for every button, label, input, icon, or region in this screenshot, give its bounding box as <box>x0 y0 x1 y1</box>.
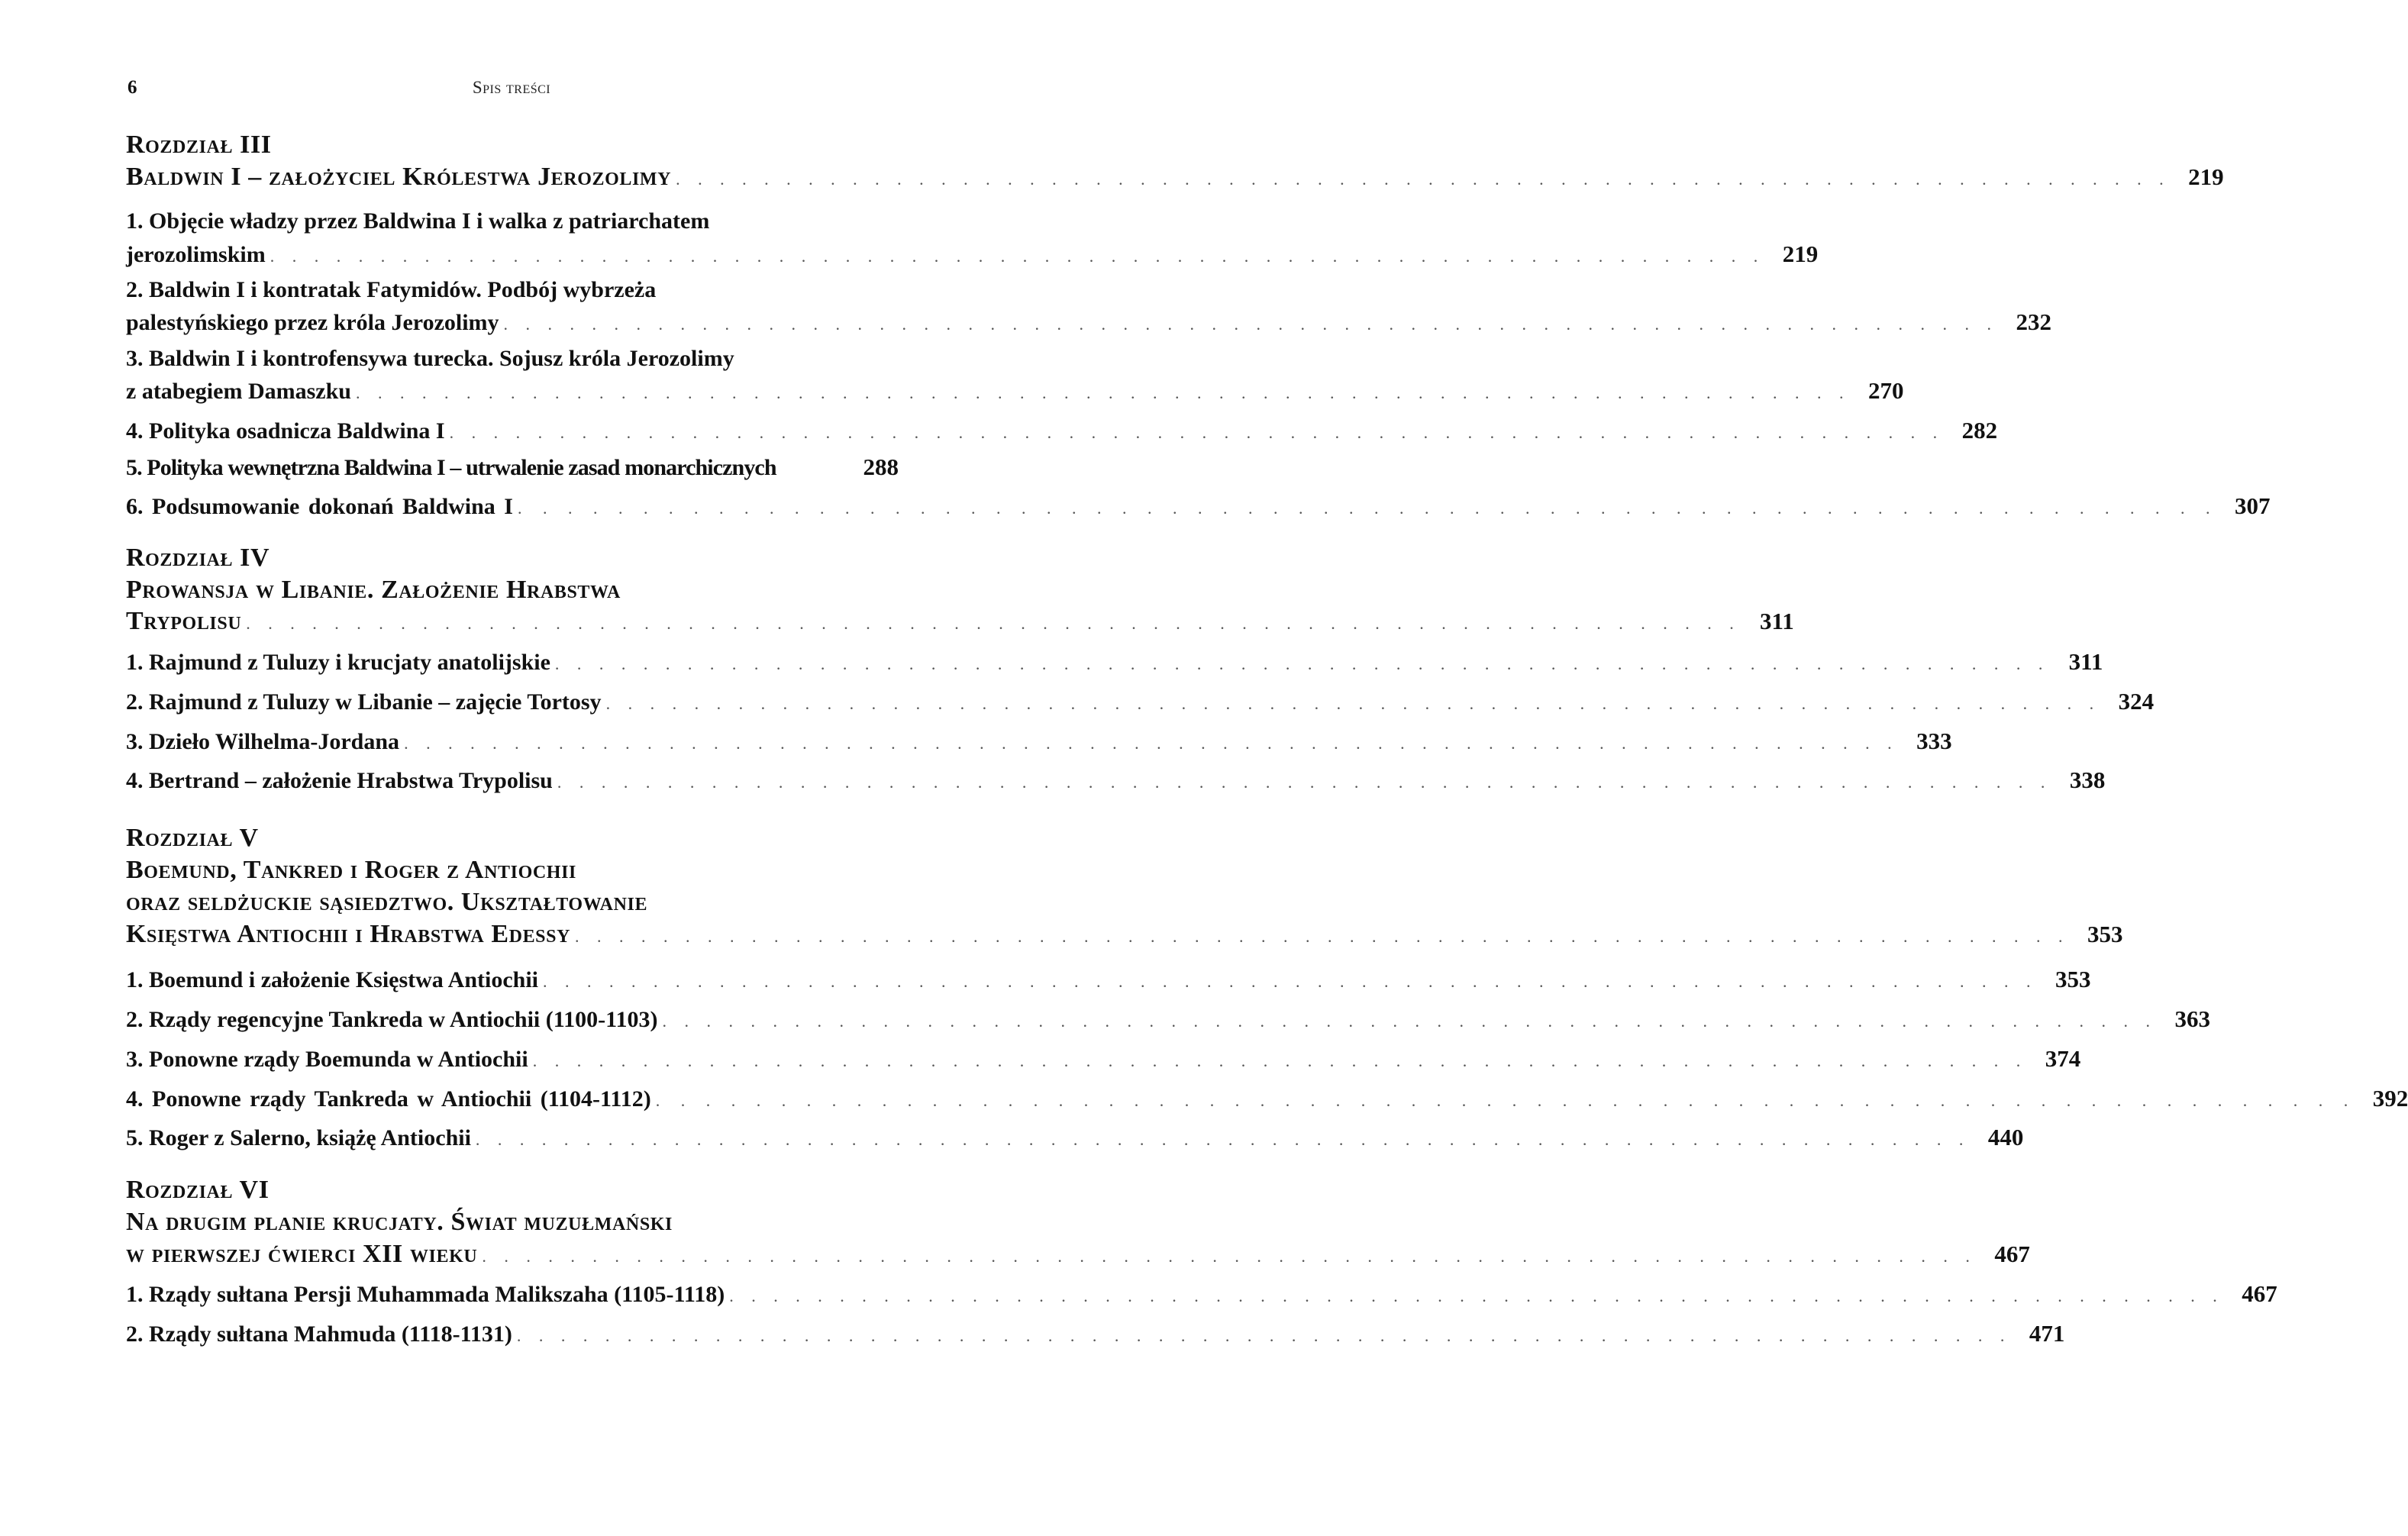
page-ref: 333 <box>1916 728 1952 754</box>
chapter-title[interactable]: Na drugim planie krucjaty. Świat muzułmański <box>126 1208 673 1236</box>
chapter-label: Rozdział III <box>126 131 272 159</box>
toc-entry[interactable]: 3. Dzieło Wilhelma-Jordana . . . . . . . . . . . . . . . . . . . . . . . . . . . . . . . . . . . . . . . . . . . . . . . . . . . . . . . . . . . . . . . . . . . . 333 <box>126 726 899 757</box>
toc-entry[interactable]: 1. Rajmund z Tuluzy i krucjaty anatolijskie . . . . . . . . . . . . . . . . . . . . . . . . . . . . . . . . . . . . . . . . . . . . . . . . . . . . . . . . . . . . . . . . . . . . 311 <box>126 647 899 677</box>
page-ref: 467 <box>2242 1280 2277 1307</box>
leader-dots: . . . . . . . . . . . . . . . . . . . . . . . . . . . . . . . . . . . . . . . . . . . . . . . . . . . . . . . . . . . . . . . . . . . . <box>655 1091 2355 1110</box>
page-ref: 392 <box>2372 1085 2408 1112</box>
chapter-title[interactable]: Boemund, Tankred i Roger z Antiochii <box>126 856 576 884</box>
leader-dots: . . . . . . . . . . . . . . . . . . . . . . . . . . . . . . . . . . . . . . . . . . . . . . . . . . . . . . . . . . . . . . . . . . . . <box>543 972 2038 991</box>
toc-entry[interactable]: 5. Roger z Salerno, książę Antiochii . . . . . . . . . . . . . . . . . . . . . . . . . . . . . . . . . . . . . . . . . . . . . . . . . . . . . . . . . . . . . . . . . . . . 440 <box>126 1122 899 1153</box>
leader-dots: . . . . . . . . . . . . . . . . . . . . . . . . . . . . . . . . . . . . . . . . . . . . . . . . . . . . . . . . . . . . . . . . . . . . <box>676 169 2171 189</box>
toc-entry[interactable]: 4. Bertrand – założenie Hrabstwa Trypolisu . . . . . . . . . . . . . . . . . . . . . . . . . . . . . . . . . . . . . . . . . . . . . . . . . . . . . . . . . . . . . . . . . . . . 338 <box>126 765 899 795</box>
chapter-title[interactable]: Księstwa Antiochii i Hrabstwa Edessy . . . . . . . . . . . . . . . . . . . . . . . . . . . . . . . . . . . . . . . . . . . . . . . . . . . . . . . . . . . . . . . . . . . . 353 <box>126 919 899 950</box>
leader-dots: . . . . . . . . . . . . . . . . . . . . . . . . . . . . . . . . . . . . . . . . . . . . . . . . . . . . . . . . . . . . . . . . . . . . <box>662 1012 2157 1031</box>
page-ref: 353 <box>2087 921 2123 947</box>
leader-dots: . . . . . . . . . . . . . . . . . . . . . . . . . . . . . . . . . . . . . . . . . . . . . . . . . . . . . . . . . . . . . . . . . . . . <box>729 1286 2224 1305</box>
chapter-title[interactable]: Trypolisu . . . . . . . . . . . . . . . . . . . . . . . . . . . . . . . . . . . . . . . . . . . . . . . . . . . . . . . . . . . . . . . . . . . . 311 <box>126 606 899 637</box>
leader-dots: . . . . . . . . . . . . . . . . . . . . . . . . . . . . . . . . . . . . . . . . . . . . . . . . . . . . . . . . . . . . . . . . . . . . <box>518 499 2217 518</box>
page-number: 6 <box>128 77 137 98</box>
leader-dots: . . . . . . . . . . . . . . . . . . . . . . . . . . . . . . . . . . . . . . . . . . . . . . . . . . . . . . . . . . . . . . . . . . . . <box>449 423 1945 442</box>
page-ref: 219 <box>1782 240 1819 267</box>
leader-dots: . . . . . . . . . . . . . . . . . . . . . . . . . . . . . . . . . . . . . . . . . . . . . . . . . . . . . . . . . . . . . . . . . . . . <box>554 654 2050 673</box>
page-ref: 440 <box>1987 1124 2024 1150</box>
leader-dots: . . . . . . . . . . . . . . . . . . . . . . . . . . . . . . . . . . . . . . . . . . . . . . . . . . . . . . . . . . . . . . . . . . . . <box>482 1247 1977 1266</box>
page-ref: 232 <box>2016 308 2052 335</box>
chapter-title[interactable]: Baldwin I – założyciel Królestwa Jerozolimy . . . . . . . . . . . . . . . . . . . . . . . . . . . . . . . . . . . . . . . . . . . . . . . . . . . . . . . . . . . . . . . . . . . . 219 <box>126 162 899 192</box>
leader-dots: . . . . . . . . . . . . . . . . . . . . . . . . . . . . . . . . . . . . . . . . . . . . . . . . . . . . . . . . . . . . . . . . . . . . <box>605 694 2101 713</box>
page-ref: 363 <box>2174 1005 2210 1032</box>
leader-dots: . . . . . . . . . . . . . . . . . . . . . . . . . . . . . . . . . . . . . . . . . . . . . . . . . . . . . . . . . . . . . . . . . . . . <box>475 1130 1971 1149</box>
toc-entry[interactable]: 1. Boemund i założenie Księstwa Antiochii . . . . . . . . . . . . . . . . . . . . . . . . . . . . . . . . . . . . . . . . . . . . . . . . . . . . . . . . . . . . . . . . . . . . 353 <box>126 964 899 995</box>
page-ref: 471 <box>2029 1320 2065 1347</box>
toc-entry[interactable]: 1. Rządy sułtana Persji Muhammada Malikszaha (1105-1118) . . . . . . . . . . . . . . . . . . . . . . . . . . . . . . . . . . . . . . . . . . . . . . . . . . . . . . . . . . . . . . . . . . . . 467 <box>126 1279 899 1309</box>
page-ref: 311 <box>2068 648 2103 675</box>
page-ref: 307 <box>2235 492 2271 519</box>
chapter-label: Rozdział VI <box>126 1176 270 1204</box>
chapter-title[interactable]: Prowansja w Libanie. Założenie Hrabstwa <box>126 576 621 604</box>
chapter-title[interactable]: w pierwszej ćwierci XII wieku . . . . . . . . . . . . . . . . . . . . . . . . . . . . . . . . . . . . . . . . . . . . . . . . . . . . . . . . . . . . . . . . . . . . 467 <box>126 1239 899 1270</box>
leader-dots: . . . . . . . . . . . . . . . . . . . . . . . . . . . . . . . . . . . . . . . . . . . . . . . . . . . . . . . . . . . . . . . . . . . . <box>246 614 1741 633</box>
leader-dots: . . . . . . . . . . . . . . . . . . . . . . . . . . . . . . . . . . . . . . . . . . . . . . . . . . . . . . . . . . . . . . . . . . . . <box>532 1051 2028 1070</box>
chapter-title[interactable]: oraz seldżuckie sąsiedztwo. Ukształtowanie <box>126 888 648 916</box>
leader-dots: . . . . . . . . . . . . . . . . . . . . . . . . . . . . . . . . . . . . . . . . . . . . . . . . . . . . . . . . . . . . . . . . . . . . <box>270 247 1765 266</box>
page-ref: 338 <box>2069 766 2106 793</box>
page-ref: 219 <box>2188 163 2224 190</box>
leader-dots: . . . . . . . . . . . . . . . . . . . . . . . . . . . . . . . . . . . . . . . . . . . . . . . . . . . . . . . . . . . . . . . . . . . . <box>575 927 2070 946</box>
leader-dots: . . . . . . . . . . . . . . . . . . . . . . . . . . . . . . . . . . . . . . . . . . . . . . . . . . . . . . . . . . . . . . . . . . . . <box>503 315 1999 334</box>
toc-entry[interactable]: 2. Rządy sułtana Mahmuda (1118-1131) . . . . . . . . . . . . . . . . . . . . . . . . . . . . . . . . . . . . . . . . . . . . . . . . . . . . . . . . . . . . . . . . . . . . 471 <box>126 1318 899 1349</box>
toc-entry[interactable]: 4. Ponowne rządy Tankreda w Antiochii (1104-1112) . . . . . . . . . . . . . . . . . . . . . . . . . . . . . . . . . . . . . . . . . . . . . . . . . . . . . . . . . . . . . . . . . . . . 392 <box>126 1083 899 1114</box>
running-title: Spis treści <box>472 78 551 97</box>
chapter-label: Rozdział V <box>126 824 259 852</box>
leader-dots: . . . . . . . . . . . . . . . . . . . . . . . . . . . . . . . . . . . . . . . . . . . . . . . . . . . . . . . . . . . . . . . . . . . . <box>516 1326 2012 1345</box>
toc-page: 6 Spis treści Rozdział III Baldwin I – założyciel Królestwa Jerozolimy . . . . . . . . . . . . . . . . . . . . . . . . . . . . . . . . . . . . . . . . . . . . . . . . . . . . . . . . . . . . . . . . . . . . 219 1. Objęcie władzy przez Baldwina I i walka z patriarchatem jerozolimskim . . . . . . . . . . . . . . . . . . . . . . . . . . . . . . . . . . . . . . . . . . . . . . . . . . . . . . . . . . . . . . . . . . . . 219 2. Baldwin I i kontratak Fatymidów. Podbój wybrzeża palestyńskiego przez króla Jerozolimy . . . . . . . . . . . . . . . . . . . . . . . . . . . . . . . . . . . . . . . . . . . . . . . . . . . . . . . . . . . . . . . . . . . . 232 3. Baldwin I i kontrofensywa turecka. Sojusz króla Jerozolimy z atabegiem Damaszku . . . . . . . . . . . . . . . . . . . . . . . . . . . . . . . . . . . . . . . . . . . . . . . . . . . . . . . . . . . . . . . . . . . . 270 4. Polityka osadnicza Baldwina I . . . . . . . . . . . . . . . . . . . . . . . . . . . . . . . . . . . . . . . . . . . . . . . . . . . . . . . . . . . . . . . . . . . . 282 5. Polityka wewnętrzna Baldwina I – utrwalenie zasad monarchicznych 288 6. Podsumowanie dokonań Baldwina I . . . . . . . . . . . . . . . . . . . . . . . . . . . . . . . . . . . . . . . . . . . . . . . . . . . . . . . . . . . . . . . . . . . . 307 Rozdział IV Prowansja w Libanie. Założenie Hrabstwa Trypolisu . . . . . . . . . . . . . . . . . . . . . . . . . . . . . . . . . . . . . . . . . . . . . . . . . . . . . . . . . . . . . . . . . . . . 311 1. Rajmund z Tuluzy i krucjaty anatolijskie . . . . . . . . . . . . . . . . . . . . . . . . . . . . . . . . . . . . . . . . . . . . . . . . . . . . . . . . . . . . . . . . . . . . 311 2. Rajmund z Tuluzy w Libanie – zajęcie Tortosy . . . . . . . . . . . . . . . . . . . . . . . . . . . . . . . . . . . . . . . . . . . . . . . . . . . . . . . . . . . . . . . . . . . . 324 3. Dzieło Wilhelma-Jordana . . . . . . . . . . . . . . . . . . . . . . . . . . . . . . . . . . . . . . . . . . . . . . . . . . . . . . . . . . . . . . . . . . . . 333 4. Bertrand – założenie Hrabstwa Trypolisu . . . . . . . . . . . . . . . . . . . . . . . . . . . . . . . . . . . . . . . . . . . . . . . . . . . . . . . . . . . . . . . . . . . . 338 Rozdział V Boemund, Tankred i Roger z Antiochii oraz seldżuckie sąsiedztwo. Ukształtowanie Księstwa Antiochii i Hrabstwa Edessy . . . . . . . . . . . . . . . . . . . . . . . . . . . . . . . . . . . . . . . . . . . . . . . . . . . . . . . . . . . . . . . . . . . . 353 1. Boemund i założenie Księstwa Antiochii . . . . . . . . . . . . . . . . . . . . . . . . . . . . . . . . . . . . . . . . . . . . . . . . . . . . . . . . . . . . . . . . . . . . 353 2. Rządy regencyjne Tankreda w Antiochii (1100-1103) . . . . . . . . . . . . . . . . . . . . . . . . . . . . . . . . . . . . . . . . . . . . . . . . . . . . . . . . . . . . . . . . . . . . 363 3. Ponowne rządy Boemunda w Antiochii . . . . . . . . . . . . . . . . . . . . . . . . . . . . . . . . . . . . . . . . . . . . . . . . . . . . . . . . . . . . . . . . . . . . 374 4. Ponowne rządy Tankreda w Antiochii (1104-1112) . . . . . . . . . . . . . . . . . . . . . . . . . . . . . . . . . . . . . . . . . . . . . . . . . . . . . . . . . . . . . . . . . . . . 392 5. Roger z Salerno, książę Antiochii . . . . . . . . . . . . . . . . . . . . . . . . . . . . . . . . . . . . . . . . . . . . . . . . . . . . . . . . . . . . . . . . . . . . 440 Rozdział VI Na drugim planie krucjaty. Świat muzułmański w pierwszej ćwierci XII wieku . . . . . . . . . . . . . . . . . . . . . . . . . . . . . . . . . . . . . . . . . . . . . . . . . . . . . . . . . . . . . . . . . . . . 467 1. Rządy sułtana Persji Muhammada Malikszaha (1105-1118) . . . . . . . . . . . . . . . . . . . . . . . . . . . . . . . . . . . . . . . . . . . . . . . . . . . . . . . . . . . . . . . . . . . . 467 2. Rządy sułtana Mahmuda (1118-1131) . . . . . . . . . . . . . . . . . . . . . . . . . . . . . . . . . . . . . . . . . . . . . . . . . . . . . . . . . . . . . . . . . . . . 471 <box>0 0 1069 1536</box>
page-ref: 374 <box>2045 1045 2081 1072</box>
chapter-label: Rozdział IV <box>126 544 270 572</box>
leader-dots: . . . . . . . . . . . . . . . . . . . . . . . . . . . . . . . . . . . . . . . . . . . . . . . . . . . . . . . . . . . . . . . . . . . . <box>404 734 1899 753</box>
page-ref: 282 <box>1961 417 1998 444</box>
toc-entry[interactable]: 2. Rządy regencyjne Tankreda w Antiochii (1100-1103) . . . . . . . . . . . . . . . . . . . . . . . . . . . . . . . . . . . . . . . . . . . . . . . . . . . . . . . . . . . . . . . . . . . . 363 <box>126 1004 899 1034</box>
page-ref: 353 <box>2055 966 2091 992</box>
leader-dots: . . . . . . . . . . . . . . . . . . . . . . . . . . . . . . . . . . . . . . . . . . . . . . . . . . . . . . . . . . . . . . . . . . . . <box>355 383 1851 402</box>
page-ref: 324 <box>2118 688 2155 715</box>
toc-entry[interactable]: 5. Polityka wewnętrzna Baldwina I – utrwalenie zasad monarchicznych 288 <box>126 452 899 482</box>
toc-entry[interactable]: 2. Rajmund z Tuluzy w Libanie – zajęcie Tortosy . . . . . . . . . . . . . . . . . . . . . . . . . . . . . . . . . . . . . . . . . . . . . . . . . . . . . . . . . . . . . . . . . . . . 324 <box>126 686 899 717</box>
page-ref: 288 <box>863 453 899 480</box>
toc-entry[interactable]: 4. Polityka osadnicza Baldwina I . . . . . . . . . . . . . . . . . . . . . . . . . . . . . . . . . . . . . . . . . . . . . . . . . . . . . . . . . . . . . . . . . . . . 282 <box>126 415 899 446</box>
page-ref: 270 <box>1867 377 1904 404</box>
leader-dots: . . . . . . . . . . . . . . . . . . . . . . . . . . . . . . . . . . . . . . . . . . . . . . . . . . . . . . . . . . . . . . . . . . . . <box>557 773 2052 792</box>
toc-entry[interactable]: 3. Ponowne rządy Boemunda w Antiochii . . . . . . . . . . . . . . . . . . . . . . . . . . . . . . . . . . . . . . . . . . . . . . . . . . . . . . . . . . . . . . . . . . . . 374 <box>126 1044 899 1074</box>
page-ref: 311 <box>1759 608 1794 634</box>
page-ref: 467 <box>1994 1241 2030 1267</box>
toc-entry[interactable]: 6. Podsumowanie dokonań Baldwina I . . . . . . . . . . . . . . . . . . . . . . . . . . . . . . . . . . . . . . . . . . . . . . . . . . . . . . . . . . . . . . . . . . . . 307 <box>126 491 899 521</box>
